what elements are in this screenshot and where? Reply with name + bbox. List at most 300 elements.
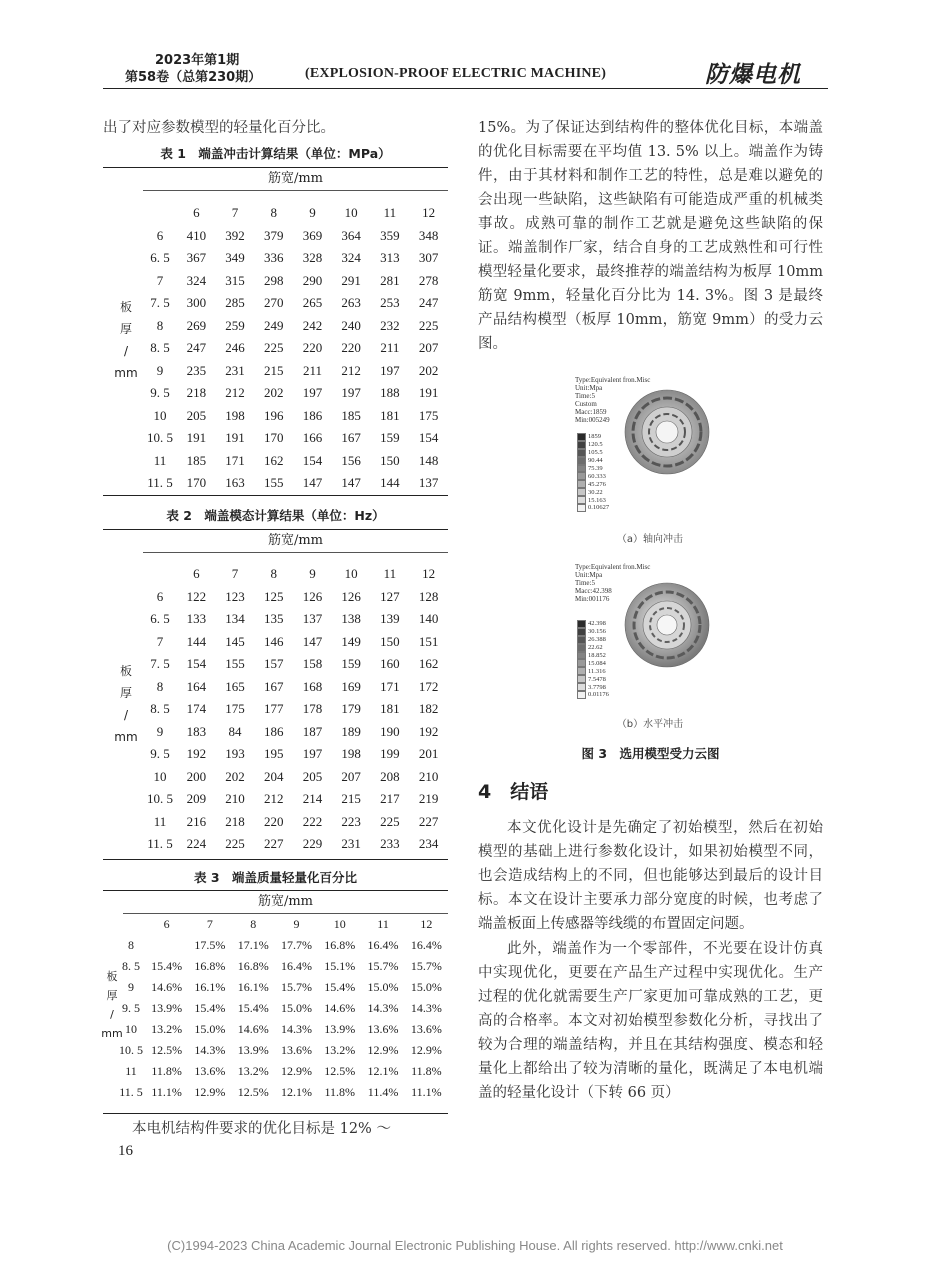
table-cell: 133 <box>186 611 207 627</box>
table-row-label: 11. 5 <box>147 475 173 491</box>
table-cell: 215 <box>341 791 361 807</box>
table3 <box>103 890 448 1114</box>
legend-entry <box>577 496 609 504</box>
legend-entry <box>577 683 609 691</box>
table-cell: 14.3% <box>367 1001 399 1015</box>
table-cell: 233 <box>380 836 400 852</box>
table-row <box>143 382 448 405</box>
table-row <box>143 743 448 766</box>
table-cell: 128 <box>418 588 439 604</box>
table-cell: 16.4% <box>367 938 399 952</box>
legend-swatch <box>577 644 586 652</box>
table-cell: 240 <box>341 317 361 333</box>
table-row <box>143 472 448 495</box>
table-cell: 234 <box>418 836 439 852</box>
table-cell: 12.1% <box>367 1064 399 1078</box>
table-cell: 179 <box>341 701 361 717</box>
table-row-label: 11. 5 <box>147 836 173 852</box>
table-cell: 15.4% <box>324 980 356 994</box>
table2-col-header: 筋宽/mm <box>143 530 448 553</box>
table-row <box>117 1019 448 1040</box>
table-cell: 212 <box>225 385 245 401</box>
table-cell: 227 <box>418 813 439 829</box>
table-cell: 207 <box>341 768 361 784</box>
table-cell: 212 <box>341 362 361 378</box>
table1-grid <box>143 202 448 495</box>
table-cell: 220 <box>264 813 284 829</box>
table-row-label: 6 <box>156 227 164 243</box>
table-cell: 14.3% <box>194 1043 226 1057</box>
table-row <box>143 586 448 609</box>
legend-swatch <box>577 652 586 660</box>
table-header-row <box>143 202 448 225</box>
row-header-char: mm <box>101 1027 123 1040</box>
figure-b-caption: （b）水平冲击 <box>616 719 684 730</box>
table-cell: 197 <box>302 746 323 762</box>
legend-value: 105.5 <box>588 449 603 457</box>
table-row-label: 8 <box>156 678 164 694</box>
table-cell: 139 <box>380 611 400 627</box>
table-cell: 144 <box>380 475 400 491</box>
table-cell: 147 <box>302 633 323 649</box>
table-cell: 170 <box>186 475 207 491</box>
table-cell: 211 <box>302 362 322 378</box>
table-cell: 187 <box>302 723 323 739</box>
table-cell: 285 <box>225 295 245 311</box>
table-cell: 138 <box>341 611 361 627</box>
table-cell: 12.9% <box>280 1064 312 1078</box>
table-cell: 359 <box>380 227 400 243</box>
table-cell: 170 <box>264 430 284 446</box>
table-row-label: 9. 5 <box>150 385 170 401</box>
table-row-label: 10 <box>153 407 167 423</box>
table-cell: 13.2% <box>237 1064 269 1078</box>
table-cell: 17.7% <box>280 938 312 952</box>
legend-value: 120.5 <box>588 441 603 449</box>
issue-year-number: 2023年第1期 <box>155 53 240 68</box>
legend-swatch <box>577 691 586 699</box>
table-row <box>143 427 448 450</box>
right-paragraph-2: 本文优化设计是先确定了初始模型，然后在初始模型的基础上进行参数化设计，如果初始模型不同，也会造成结构上的不同，但也能够达到最后的设计目标。本文在设计主要承力部分宽度的时候，也考虑了端盖板面上传感器等线缆的布置固定问题。 <box>478 820 823 932</box>
table-row-label: 7 <box>156 272 164 288</box>
table-cell: 137 <box>418 475 439 491</box>
figure-b-contour-plot <box>623 581 711 669</box>
table-col-label: 10 <box>344 205 358 221</box>
table-cell: 13.6% <box>194 1064 226 1078</box>
table-cell: 175 <box>418 407 439 423</box>
table2-grid <box>143 563 448 856</box>
table-cell: 219 <box>418 791 439 807</box>
table-cell: 15.0% <box>194 1022 226 1036</box>
table-cell: 259 <box>225 317 245 333</box>
table-cell: 181 <box>380 407 400 423</box>
table-cell: 229 <box>302 836 323 852</box>
table-cell: 191 <box>225 430 245 446</box>
table-cell: 12.5% <box>237 1085 269 1099</box>
table-col-label: 12 <box>422 566 436 582</box>
table-col-label: 6 <box>193 566 200 582</box>
legend-swatch <box>577 496 586 504</box>
table-cell: 125 <box>264 588 284 604</box>
table-row <box>117 977 448 998</box>
table-cell: 209 <box>186 791 207 807</box>
legend-entry <box>577 644 609 652</box>
table1-caption: 表 1 端盖冲击计算结果（单位：MPa） <box>160 146 391 161</box>
table-cell: 12.9% <box>367 1043 399 1057</box>
table-cell: 231 <box>341 836 361 852</box>
legend-entry <box>577 620 609 628</box>
table-row <box>143 247 448 270</box>
table-row <box>143 653 448 676</box>
table-col-label: 6 <box>163 917 170 931</box>
table-cell: 324 <box>186 272 207 288</box>
table-cell: 313 <box>380 250 400 266</box>
legend-value: 75.39 <box>588 465 603 472</box>
table-cell: 227 <box>264 836 284 852</box>
table-row-label: 9 <box>156 723 164 739</box>
table-cell: 290 <box>302 272 323 288</box>
table-header-row <box>117 914 448 935</box>
table-row-label: 11. 5 <box>119 1085 143 1099</box>
plot-info-line: Time:5 <box>575 392 595 400</box>
table-col-label: 7 <box>231 205 239 221</box>
table-row-label: 6. 5 <box>150 611 170 627</box>
table-cell: 146 <box>264 633 284 649</box>
table-cell: 134 <box>225 611 245 627</box>
table-cell: 140 <box>418 611 439 627</box>
row-header-char: / <box>123 708 129 722</box>
table-row <box>143 766 448 789</box>
table-row-label: 10. 5 <box>119 1043 143 1057</box>
legend-entry <box>577 659 609 667</box>
table-cell: 201 <box>418 746 439 762</box>
table2-caption: 表 2 端盖模态计算结果（单位：Hz） <box>166 508 385 523</box>
table-cell: 247 <box>186 340 207 356</box>
table-col-label: 11 <box>383 205 397 221</box>
legend-swatch <box>577 441 586 449</box>
legend-value: 15.163 <box>588 496 606 504</box>
table-cell: 214 <box>302 791 323 807</box>
legend-swatch <box>577 636 586 644</box>
table-cell: 16.8% <box>194 959 226 973</box>
table-row-label: 6 <box>156 588 164 604</box>
table2-row-header <box>113 660 139 748</box>
table-cell: 220 <box>341 340 361 356</box>
right-paragraph-1: 15%。为了保证达到结构件的整体优化目标，本端盖的优化目标需要在平均值 13. 5% 以上。端盖作为铸件，由于其材料和制作工艺的特性，总是难以避免的会出现一些缺陷，这些缺陷有可能造成严重的机械类事故。成熟可靠的制作工艺就是避免这些缺陷的保证。端盖制作厂家，结合自身的工艺成熟性和可行性模型轻量化要求，最终推荐的端盖结构为板厚 10mm 筋宽 9mm，轻量化百分比为 14. 3%。图 3 是最终产品结构模型（板厚 10mm，筋宽 9mm）的受力云图。 <box>478 120 823 352</box>
table-cell: 198 <box>225 407 245 423</box>
table-cell: 126 <box>302 588 323 604</box>
table-col-label: 6 <box>193 205 200 221</box>
table-cell: 220 <box>302 340 323 356</box>
table-cell: 367 <box>186 250 207 266</box>
legend-swatch <box>577 620 586 628</box>
table-cell: 410 <box>186 227 207 243</box>
legend-value: 90.44 <box>588 457 603 465</box>
table-cell: 15.7% <box>410 959 442 973</box>
table-cell: 154 <box>186 656 207 672</box>
table-row <box>143 405 448 428</box>
figure-b <box>575 563 725 730</box>
row-header-char: 板 <box>119 300 132 314</box>
table-col-label: 11 <box>377 917 389 931</box>
row-header-char: 板 <box>106 970 118 983</box>
table-cell: 147 <box>341 475 361 491</box>
table-cell: 217 <box>380 791 400 807</box>
table-cell: 190 <box>380 723 400 739</box>
page-number: 16 <box>118 1143 133 1159</box>
table-cell: 11.1% <box>411 1085 442 1099</box>
table-cell: 158 <box>302 656 323 672</box>
table-cell: 281 <box>380 272 400 288</box>
table-row-label: 7 <box>156 633 164 649</box>
table-cell: 195 <box>264 746 284 762</box>
table-cell: 235 <box>186 362 207 378</box>
table-cell: 160 <box>380 656 400 672</box>
table-row <box>143 360 448 383</box>
table-row-label: 9. 5 <box>122 1001 140 1015</box>
table-cell: 151 <box>418 633 439 649</box>
table-cell: 16.4% <box>280 959 312 973</box>
row-header-char: 厚 <box>106 989 118 1002</box>
table1 <box>103 167 448 496</box>
legend-value: 42.398 <box>588 620 606 628</box>
table-cell: 13.6% <box>367 1022 399 1036</box>
header-rule <box>103 88 828 89</box>
legend-entry <box>577 675 609 683</box>
table-row-label: 11 <box>125 1064 137 1078</box>
table-cell: 163 <box>225 475 245 491</box>
table-cell: 202 <box>418 362 439 378</box>
table-cell: 171 <box>380 678 400 694</box>
table-cell: 166 <box>302 430 323 446</box>
table-col-label: 7 <box>231 566 239 582</box>
table-cell: 162 <box>264 452 284 468</box>
plot-info-line: Type:Equivalent fron.Misc <box>575 563 651 571</box>
figure-a-contour-plot <box>623 388 711 476</box>
table-cell: 16.8% <box>237 959 269 973</box>
table-cell: 225 <box>225 836 245 852</box>
table-cell: 15.0% <box>367 980 399 994</box>
legend-value: 7.5478 <box>588 675 606 683</box>
table-cell: 13.9% <box>151 1001 183 1015</box>
table-corner-cell <box>117 914 145 935</box>
table-col-label: 12 <box>420 917 433 931</box>
legend-entry <box>577 449 609 457</box>
legend-value: 60.333 <box>588 472 606 480</box>
table-cell: 204 <box>264 768 284 784</box>
table-cell: 263 <box>341 295 361 311</box>
table-cell: 188 <box>380 385 400 401</box>
table-cell: 14.6% <box>237 1022 269 1036</box>
section-heading: 4 结语 <box>478 781 549 803</box>
table1-row-header <box>113 296 139 384</box>
table-row-label: 7. 5 <box>150 295 170 311</box>
table-row-label: 9. 5 <box>150 746 170 762</box>
table-row <box>143 833 448 856</box>
table-cell: 232 <box>380 317 400 333</box>
table-cell: 13.2% <box>324 1043 356 1057</box>
legend-swatch <box>577 433 586 441</box>
table-cell: 300 <box>186 295 207 311</box>
table-row <box>117 935 448 956</box>
table-row <box>117 956 448 977</box>
table-cell: 167 <box>264 678 284 694</box>
table-cell: 156 <box>341 452 361 468</box>
table-cell: 197 <box>341 385 361 401</box>
table-cell: 197 <box>302 385 323 401</box>
legend-value: 0.10627 <box>588 504 610 512</box>
table-cell: 202 <box>264 385 284 401</box>
legend-entry <box>577 480 609 488</box>
table-cell: 149 <box>341 633 361 649</box>
table-cell: 17.1% <box>237 938 269 952</box>
journal-title-en: (EXPLOSION-PROOF ELECTRIC MACHINE) <box>305 66 607 81</box>
table-cell: 15.7% <box>280 980 312 994</box>
table-cell: 17.5% <box>194 938 226 952</box>
table-cell: 205 <box>302 768 323 784</box>
table-cell: 126 <box>341 588 361 604</box>
table-cell: 172 <box>418 678 439 694</box>
table-cell: 15.0% <box>280 1001 312 1015</box>
table-cell: 193 <box>225 746 245 762</box>
table-cell: 265 <box>302 295 323 311</box>
table-cell: 218 <box>186 385 207 401</box>
table-row <box>143 788 448 811</box>
legend-swatch <box>577 504 586 512</box>
table-cell: 192 <box>418 723 439 739</box>
table-cell: 216 <box>186 813 207 829</box>
table-cell: 157 <box>264 656 284 672</box>
issue-volume: 第58卷（总第230期） <box>125 70 262 85</box>
table-cell: 159 <box>341 656 361 672</box>
legend-swatch <box>577 675 586 683</box>
legend-swatch <box>577 480 586 488</box>
table-cell: 15.4% <box>237 1001 269 1015</box>
table-cell: 11.4% <box>367 1085 399 1099</box>
legend-entry <box>577 667 609 675</box>
journal-logo-cn: 防爆电机 <box>705 61 801 88</box>
table-col-label: 10 <box>344 566 358 582</box>
table-corner-cell <box>143 563 177 586</box>
table-row-label: 9 <box>128 980 134 994</box>
table-col-label: 9 <box>293 917 300 931</box>
table-cell: 177 <box>264 701 284 717</box>
table-cell: 364 <box>341 227 361 243</box>
legend-value: 0.01176 <box>588 691 609 699</box>
table-cell: 181 <box>380 701 400 717</box>
table-cell: 369 <box>302 227 323 243</box>
table-cell: 135 <box>264 611 284 627</box>
table-cell: 164 <box>186 678 207 694</box>
legend-entry <box>577 691 609 699</box>
table-cell: 222 <box>302 813 323 829</box>
table-cell: 148 <box>418 452 439 468</box>
table-cell: 15.1% <box>324 959 356 973</box>
table-cell: 223 <box>341 813 361 829</box>
figure-a <box>575 376 725 545</box>
table-col-label: 8 <box>250 917 257 931</box>
table-cell: 175 <box>225 701 245 717</box>
table-cell: 144 <box>186 633 207 649</box>
legend-value: 22.62 <box>588 644 603 652</box>
table-row <box>143 631 448 654</box>
table-cell: 215 <box>264 362 284 378</box>
legend-entry <box>577 465 609 473</box>
table-cell: 200 <box>186 768 207 784</box>
table-cell: 16.1% <box>194 980 226 994</box>
table-cell: 182 <box>418 701 439 717</box>
table-cell: 16.4% <box>410 938 442 952</box>
table-cell: 199 <box>380 746 400 762</box>
table-cell: 225 <box>380 813 400 829</box>
table-cell: 183 <box>186 723 207 739</box>
table-cell: 191 <box>186 430 207 446</box>
row-header-char: mm <box>114 730 138 744</box>
table-cell: 162 <box>418 656 439 672</box>
table-row <box>143 698 448 721</box>
table-cell: 14.6% <box>324 1001 356 1015</box>
table-cell: 154 <box>418 430 439 446</box>
legend-value: 26.388 <box>588 636 606 644</box>
legend-swatch <box>577 472 586 480</box>
table-row <box>117 998 448 1019</box>
table-cell: 278 <box>418 272 439 288</box>
table3-caption: 表 3 端盖质量轻量化百分比 <box>193 870 358 885</box>
table-cell: 11.8% <box>411 1064 442 1078</box>
table3-col-header: 筋宽/mm <box>123 891 448 914</box>
table-row <box>143 721 448 744</box>
table-cell: 15.4% <box>151 959 183 973</box>
closing-text: 本电机结构件要求的优化目标是 12% ～ <box>132 1121 391 1137</box>
row-header-char: 厚 <box>119 686 132 700</box>
table-row-label: 10 <box>125 1022 137 1036</box>
table-row <box>143 225 448 248</box>
table-row-label: 8. 5 <box>122 959 140 973</box>
table-cell: 167 <box>341 430 361 446</box>
plot-info-line: Min:005249 <box>575 416 610 424</box>
table-cell: 150 <box>380 452 400 468</box>
table-cell: 349 <box>225 250 245 266</box>
table-cell: 197 <box>380 362 400 378</box>
table-cell: 291 <box>341 272 361 288</box>
legend-entry <box>577 488 609 496</box>
table-cell: 246 <box>225 340 245 356</box>
table-cell: 185 <box>186 452 207 468</box>
legend-entry <box>577 441 609 449</box>
table-cell: 150 <box>380 633 400 649</box>
table-cell: 253 <box>380 295 400 311</box>
table-cell: 315 <box>225 272 245 288</box>
table3-grid <box>117 914 448 1103</box>
table-cell: 122 <box>186 588 207 604</box>
legend-entry <box>577 652 609 660</box>
table-cell: 212 <box>264 791 284 807</box>
table-col-label: 12 <box>422 205 436 221</box>
table-col-label: 9 <box>309 566 316 582</box>
table-row-label: 8. 5 <box>150 701 170 717</box>
plot-info-line: Time:5 <box>575 579 595 587</box>
table-cell: 202 <box>225 768 245 784</box>
legend-swatch <box>577 667 586 675</box>
table-cell: 191 <box>418 385 439 401</box>
table-cell: 210 <box>418 768 439 784</box>
table-cell: 225 <box>264 340 284 356</box>
table-cell: 174 <box>186 701 207 717</box>
table-row-label: 8 <box>156 317 164 333</box>
table-cell: 11.1% <box>151 1085 182 1099</box>
table-cell: 247 <box>418 295 439 311</box>
table-row <box>143 608 448 631</box>
